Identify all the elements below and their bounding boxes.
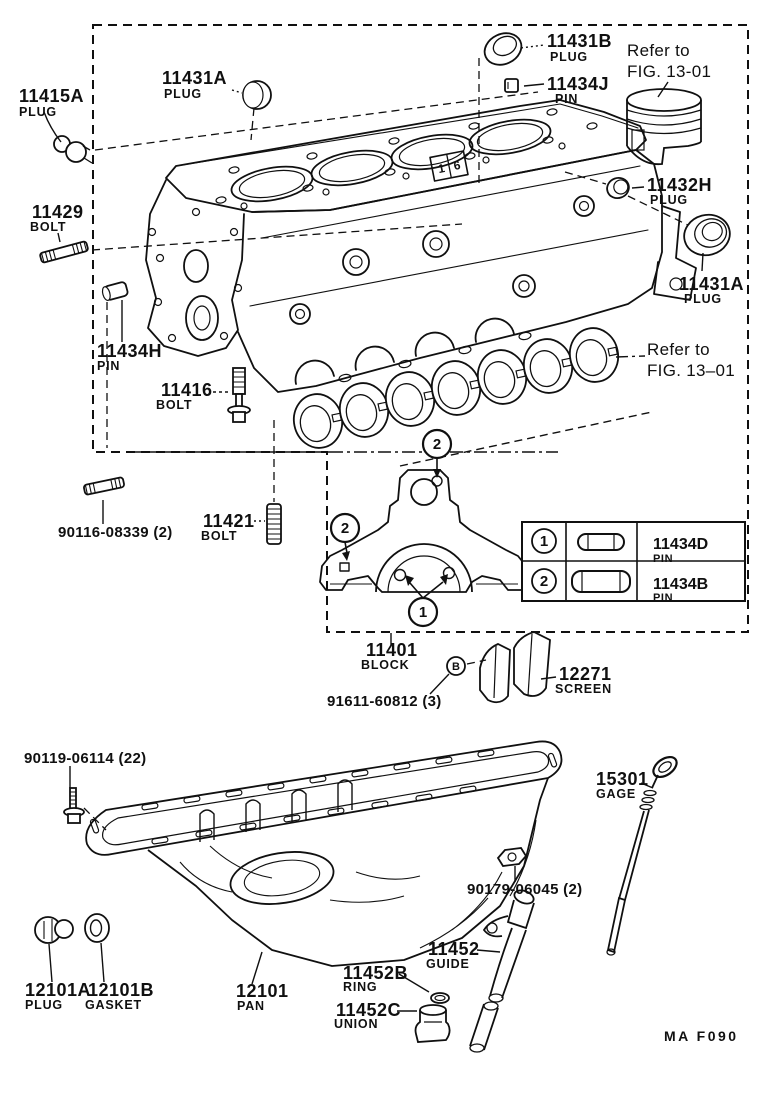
part-number: 15301: [596, 769, 649, 789]
part-name: GAGE: [596, 787, 637, 801]
part-number: 11452: [428, 939, 480, 959]
pin-spec-table: [522, 522, 745, 604]
guide-11452-part: [470, 888, 535, 1052]
row1-part-number: 11434D: [653, 536, 709, 553]
gasket-12101b-part: [85, 914, 109, 942]
part-name: PLUG: [19, 105, 57, 119]
stamp-digit-6: 6: [452, 157, 462, 173]
row1-badge: 1: [539, 533, 549, 550]
part-number: 12101B: [88, 980, 155, 1000]
label-11452: [426, 939, 480, 971]
ring-11452b-part: [431, 993, 449, 1003]
label-11429: [30, 202, 84, 234]
part-number: 11434H: [97, 341, 163, 361]
label-refer-right: [647, 340, 735, 380]
part-number: 11415A: [19, 86, 85, 106]
part-number: 11416: [161, 380, 213, 400]
fastener-number: 90179-06045 (2): [467, 881, 583, 898]
bolt-90119-part: [64, 788, 84, 823]
part-number: 11432H: [647, 175, 713, 195]
label-12271: [555, 664, 612, 696]
part-name: RING: [343, 980, 378, 994]
refer-line1: Refer to: [647, 340, 710, 359]
part-number: 11431B: [547, 31, 613, 51]
label-11415a: [19, 86, 84, 119]
label-90179: [467, 881, 582, 898]
stud-11421-part: [267, 504, 281, 544]
part-name: PLUG: [550, 50, 588, 64]
label-91611: [327, 693, 442, 710]
label-11431a-right: [679, 274, 744, 306]
row2-part-number: 11434B: [653, 576, 709, 593]
part-name: PLUG: [164, 87, 202, 101]
label-11432h: [647, 175, 712, 207]
part-number: 11431A: [162, 68, 228, 88]
part-name: SCREEN: [555, 682, 612, 696]
part-name: PAN: [237, 999, 265, 1013]
block-cast-stamp: [430, 151, 468, 181]
callout-1-label: 1: [418, 604, 428, 621]
refer-line1: Refer to: [627, 41, 690, 60]
part-number: 11431A: [679, 274, 745, 294]
callout-b-circle: [447, 657, 465, 675]
part-number: 11421: [203, 511, 255, 531]
label-11401: [361, 640, 418, 672]
part-number: 11434J: [547, 74, 610, 94]
part-number: 12271: [559, 664, 612, 684]
part-name: GUIDE: [426, 957, 470, 971]
label-11431a-top: [162, 68, 227, 101]
figure-code: MA F090: [664, 1028, 739, 1044]
plug-12101a-part: [35, 917, 73, 943]
part-name: PIN: [97, 359, 121, 373]
part-number: 11401: [366, 640, 418, 660]
fastener-number: 91611-60812 (3): [327, 693, 442, 710]
locator-lines: [84, 58, 694, 830]
callout-b-label: B: [452, 661, 460, 673]
label-refer-top: [627, 41, 711, 81]
part-number: 12101A: [25, 980, 92, 1000]
plug-11431a-right-part: [680, 210, 735, 261]
part-name: PLUG: [684, 292, 722, 306]
label-12101a: [25, 980, 91, 1012]
part-name: PLUG: [650, 193, 688, 207]
part-name: BOLT: [201, 529, 238, 543]
row1-part-name: PIN: [653, 553, 674, 565]
label-11416: [156, 380, 213, 412]
callout-2-top-label: 2: [432, 436, 442, 453]
part-name: BOLT: [156, 398, 193, 412]
row2-part-name: PIN: [653, 592, 674, 604]
label-15301: [596, 769, 649, 801]
label-11434h: [97, 341, 162, 373]
part-name: PIN: [555, 92, 579, 106]
deck-holes: [216, 108, 598, 209]
part-number: 11452B: [343, 963, 409, 983]
callout-2-left-label: 2: [340, 520, 350, 537]
fastener-number: 90119-06114 (22): [24, 750, 147, 767]
part-number: 11452C: [336, 1000, 402, 1020]
label-12101b: [85, 980, 154, 1012]
pan-flange-slots: [90, 750, 557, 844]
pin-11434j-part: [505, 79, 518, 92]
plug-11431a-top-part: [243, 81, 271, 109]
label-11434j: [547, 74, 609, 106]
label-11421: [201, 511, 255, 543]
label-12101: [236, 981, 289, 1013]
label-90119: [24, 750, 146, 767]
screen-12271-part: [480, 632, 550, 702]
part-number: 11429: [32, 202, 84, 222]
row2-badge: 2: [539, 573, 549, 590]
locator-11431a-top: [251, 108, 254, 140]
piston-part: [627, 89, 701, 164]
label-11452b: [343, 963, 408, 994]
bearing-shells: [289, 324, 623, 453]
stud-90116-part: [83, 477, 124, 495]
fastener-number: 90116-08339 (2): [58, 524, 173, 541]
refer-line2: FIG. 13-01: [627, 62, 712, 81]
label-11452c: [334, 1000, 401, 1031]
pin-11434h-part: [101, 281, 128, 301]
plug-11431b-part: [479, 27, 526, 70]
part-name: GASKET: [85, 998, 142, 1012]
part-name: UNION: [334, 1017, 379, 1031]
bolt-11416-part: [228, 368, 250, 422]
label-90116: [58, 524, 173, 541]
refer-line2: FIG. 13–01: [647, 361, 736, 380]
nut-90179-part: [498, 848, 526, 866]
part-number: 12101: [236, 981, 289, 1001]
callout-1-bottom: [405, 574, 448, 626]
label-11431b: [547, 31, 612, 64]
stud-11429-part: [40, 241, 89, 263]
part-name: PLUG: [25, 998, 63, 1012]
part-name: BOLT: [30, 220, 67, 234]
part-name: BLOCK: [361, 658, 410, 672]
union-11452c-part: [416, 1005, 450, 1042]
plug-11432h-part: [604, 175, 632, 201]
stamp-digit-1: 1: [436, 160, 446, 177]
